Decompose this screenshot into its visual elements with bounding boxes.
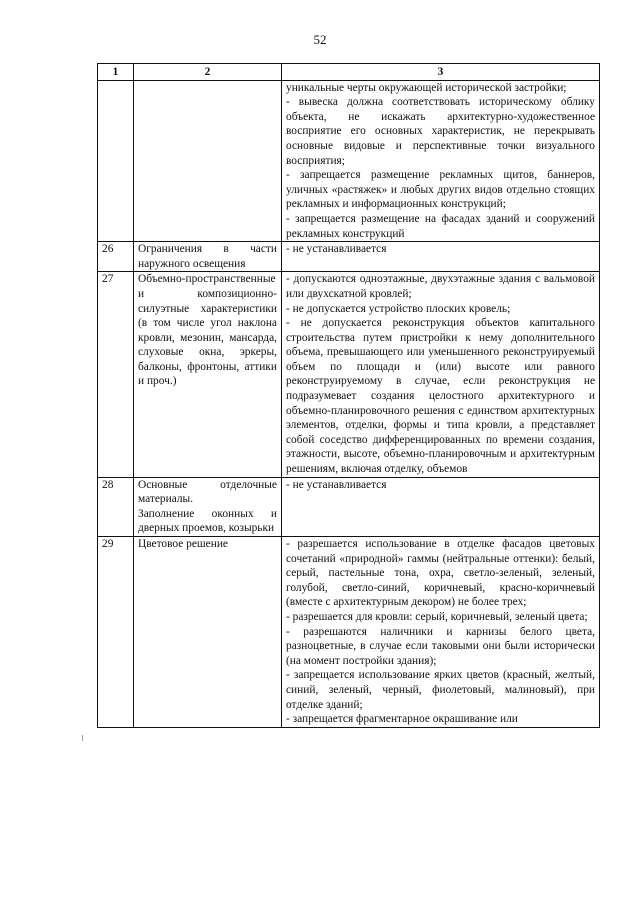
row-label-cell: [134, 477, 282, 536]
row-label: Основные отделочные материалы.: [138, 478, 277, 506]
table-row: [98, 242, 600, 272]
row-label: Объемно-пространственные и композиционно-силуэтные характеристики (в том числе угол наклона кровли, мезонин, мансарда, слуховые окна, эркеры, балконы, фронтоны, аттики и проч.): [134, 272, 282, 477]
row-label-secondary: Заполнение оконных и дверных проемов, козырьки: [138, 507, 277, 535]
content-item: - не устанавливается: [286, 243, 387, 256]
row-content: [282, 537, 600, 728]
page-number: 52: [313, 32, 327, 47]
column-header-1: 1: [98, 64, 134, 81]
content-item: - не устанавливается: [286, 478, 387, 491]
content-item: - запрещается фрагментарное окрашивание или: [286, 713, 518, 726]
table-row: [98, 272, 600, 477]
content-item: - запрещается размещение на фасадах зданий и сооружений рекламных конструкций: [286, 212, 595, 240]
scan-mark: [82, 735, 83, 741]
row-label: Ограничения в части наружного освещения: [134, 242, 282, 272]
row-number: [98, 80, 134, 242]
content-item: - не допускается устройство плоских кровель;: [286, 302, 511, 315]
content-item: - запрещается размещение рекламных щитов, баннеров, уличных «растяжек» и любых других видов отдельно стоящих рекламных и информационных конструкций;: [286, 169, 595, 211]
column-header-3: 3: [282, 64, 600, 81]
table-row: [98, 477, 600, 536]
row-label: [134, 80, 282, 242]
content-item: - вывеска должна соответствовать историческому облику объекта, не искажать архитектурно-художественное восприятие его основных характеристик, не перекрывать основные видовые и перспективные точки визуального восприятия;: [286, 96, 595, 167]
row-number: 29: [98, 537, 134, 728]
table-row: [98, 537, 600, 728]
table-header-row: [98, 64, 600, 81]
column-header-2: 2: [134, 64, 282, 81]
content-item: уникальные черты окружающей исторической застройки;: [286, 81, 567, 94]
content-item: - разрешаются наличники и карнизы белого цвета, разноцветные, в случае если таковыми они были исторически (на момент постройки здания);: [286, 625, 595, 667]
row-label: Цветовое решение: [134, 537, 282, 728]
regulations-table: [97, 63, 600, 728]
table-row: [98, 80, 600, 242]
content-item: - допускаются одноэтажные, двухэтажные здания с вальмовой или двухскатной кровлей;: [286, 273, 595, 300]
content-item: - разрешается для кровли: серый, коричневый, зеленый цвета;: [286, 610, 588, 623]
row-number: 27: [98, 272, 134, 477]
row-number: 28: [98, 477, 134, 536]
content-item: - не допускается реконструкция объектов капитального строительства путем пристройки к нему дополнительного объема, превышающего или уменьшенного реконструируемый объем по площади и (или) высоте или равного реконструируемому в случае, если реконструкция не подразумевает создания целостного архитектурного и объемно-планировочного решения с единством архитектурных элементов, отделки, формы и типа кровли, а представляет собой соседство дифференцированных по времени создания, этажности, высоте, объемно-планировочным и архитектурным решениям, включая отделку, объемов: [286, 317, 595, 476]
row-number: 26: [98, 242, 134, 272]
row-content: [282, 80, 600, 242]
row-content: [282, 242, 600, 272]
row-content: [282, 477, 600, 536]
content-item: - запрещается использование ярких цветов (красный, желтый, синий, зеленый, черный, фиолетовый, малиновый), при отделке зданий;: [286, 669, 595, 711]
content-item: - разрешается использование в отделке фасадов цветовых сочетаний «природной» гаммы (нейтральные оттенки): белый, серый, пастельные тона, охра, светло-зеленый, зеленый, голубой, светло-синий, коричневый, красно-коричневый (вместе с архитектурным декором) не более трех;: [286, 538, 595, 609]
row-content: [282, 272, 600, 477]
